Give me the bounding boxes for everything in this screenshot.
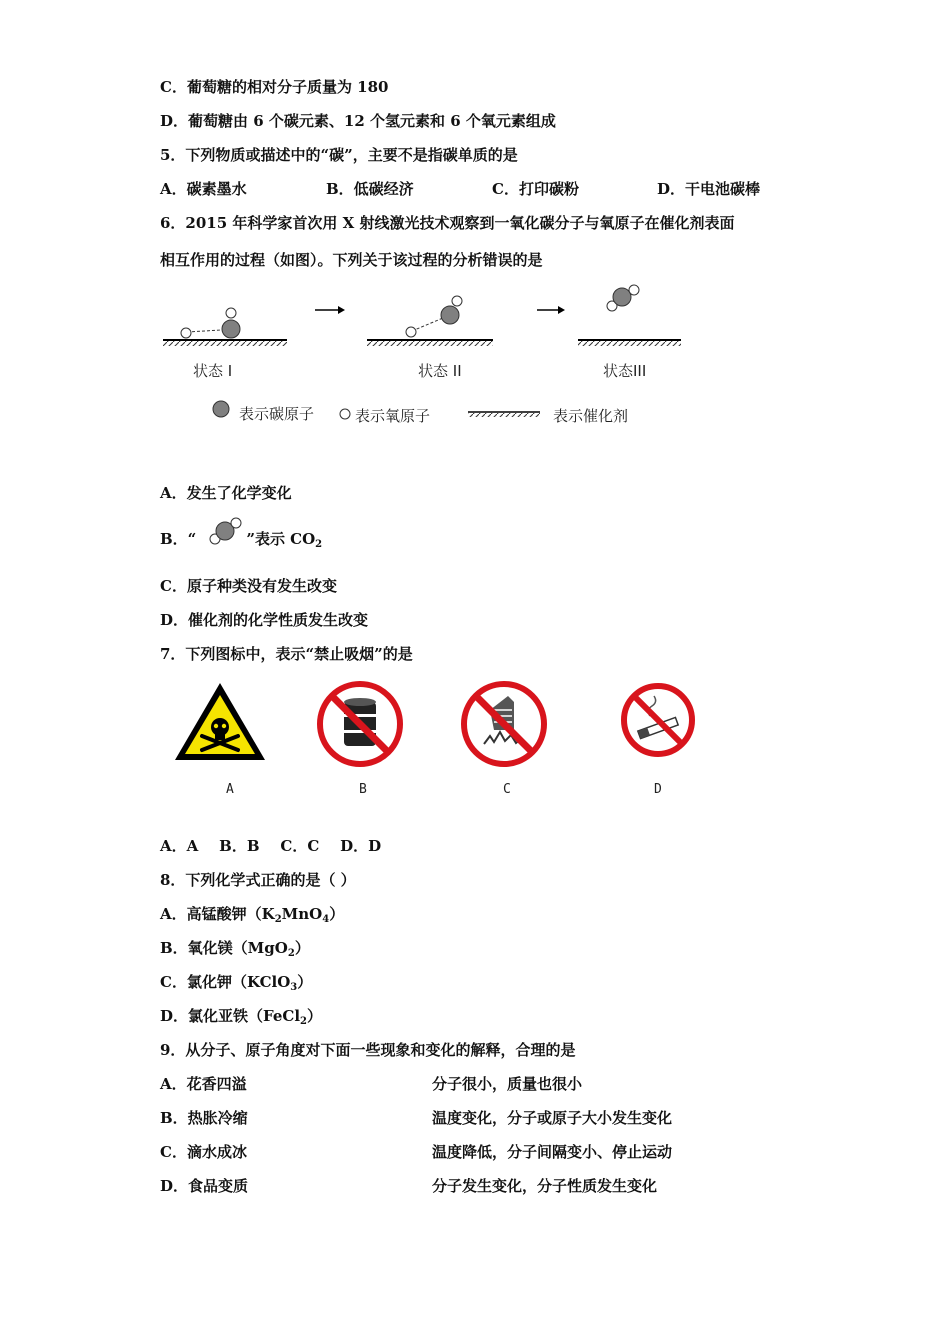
q8-option-a [160,904,344,930]
q5-option-b: B．低碳经济 [326,180,414,198]
state-2-label: 状态 II [418,362,462,380]
q9-row [160,1108,780,1128]
q6-option-b-prefix: B．“ [160,530,197,548]
q8-d-text: D．氯化亚铁（FeCl [160,1007,301,1025]
q5-options [160,179,800,199]
catalyst-surface-2 [367,340,493,346]
state-3-label: 状态III [603,362,647,380]
q9-phenomenon-c: C．滴水成冰 [160,1143,247,1161]
q9-explanation-d: 分子发生变化，分子性质发生变化 [432,1177,658,1195]
q8-a-sub2: 4 [322,914,330,925]
q8-b-close: ） [294,939,310,957]
q6-stem-line2: 相互作用的过程（如图）。下列关于该过程的分析错误的是 [160,251,543,269]
arrow-1 [315,306,345,314]
catalyst-surface-3 [578,340,681,346]
icon-label-b: B [359,782,367,797]
q5-option-d: D．干电池碳棒 [657,180,761,198]
q5-option-c: C．打印碳粉 [492,180,579,198]
no-drum-icon [316,680,404,768]
q4-option-c: C．葡萄糖的相对分子质量为 180 [160,78,389,96]
legend-catalyst-label: 表示催化剂 [553,407,629,425]
state-3-molecules [607,285,639,311]
q7-stem: 7．下列图标中，表示“禁止吸烟”的是 [160,645,413,663]
legend-oxygen-icon [340,409,350,419]
q8-option-c [160,972,312,998]
q6-figure [155,282,695,432]
q7-answer-options: A．A B．B C．C D．D [160,837,382,855]
q6-stem-line1: 6．2015 年科学家首次用 X 射线激光技术观察到一氧化碳分子与氧原子在催化剂表面 [160,214,735,232]
co2-molecule-icon [206,515,246,549]
q6-option-c: C．原子种类没有发生改变 [160,577,337,595]
legend-carbon-icon [213,401,229,417]
q8-a-text: A．高锰酸钾（K [160,905,275,923]
q5-option-a: A．碳素墨水 [160,180,247,198]
state-1-molecules [181,308,240,338]
q8-a-close: ） [329,905,345,923]
q6-option-b [160,529,322,553]
q8-d-sub: 2 [300,1016,307,1027]
no-smoking-icon [620,682,696,758]
q9-explanation-a: 分子很小，质量也很小 [432,1075,583,1093]
q6-option-d: D．催化剂的化学性质发生改变 [160,611,369,629]
legend-catalyst-icon [468,412,540,417]
q9-row [160,1176,780,1196]
icon-label-c: C [503,782,511,797]
q9-stem: 9．从分子、原子角度对下面一些现象和变化的解释，合理的是 [160,1041,576,1059]
q4-option-d: D．葡萄糖由 6 个碳元素、12 个氢元素和 6 个氧元素组成 [160,112,556,130]
icon-label-d: D [654,782,662,797]
q8-option-b [160,938,310,964]
q8-c-text: C．氯化钾（KClO [160,973,291,991]
icon-label-a: A [226,782,234,797]
state-1-label: 状态 I [193,362,233,380]
catalyst-surface-1 [163,340,287,346]
q8-option-d [160,1006,322,1032]
q6-option-b-text: ”表示 CO [246,530,316,548]
q9-row [160,1142,780,1162]
q9-phenomenon-d: D．食品变质 [160,1177,249,1195]
arrow-2 [537,306,565,314]
q9-explanation-c: 温度降低，分子间隔变小、停止运动 [432,1143,673,1161]
legend-oxygen-label: 表示氧原子 [355,407,431,425]
q9-phenomenon-a: A．花香四溢 [160,1075,247,1093]
q9-row [160,1074,780,1094]
q6-option-a: A．发生了化学变化 [160,484,292,502]
q8-d-close: ） [307,1007,323,1025]
q9-explanation-b: 温度变化，分子或原子大小发生变化 [432,1109,673,1127]
q8-a-text2: MnO [281,905,323,923]
q8-a-sub1: 2 [274,914,282,925]
no-building-debris-icon [460,680,548,768]
q8-c-close: ） [297,973,313,991]
q8-c-sub: 3 [290,982,298,993]
q8-stem: 8．下列化学式正确的是（ ） [160,871,356,889]
q7-icons [160,676,720,806]
legend-carbon-label: 表示碳原子 [239,405,315,423]
q8-b-text: B．氧化镁（MgO [160,939,288,957]
toxic-warning-icon [172,680,268,764]
q9-phenomenon-b: B．热胀冷缩 [160,1109,248,1127]
q5-stem: 5．下列物质或描述中的“碳”，主要不是指碳单质的是 [160,146,518,164]
state-2-molecules [406,296,462,337]
q8-b-sub: 2 [287,948,295,959]
q6-option-b-subscript: 2 [315,539,323,550]
